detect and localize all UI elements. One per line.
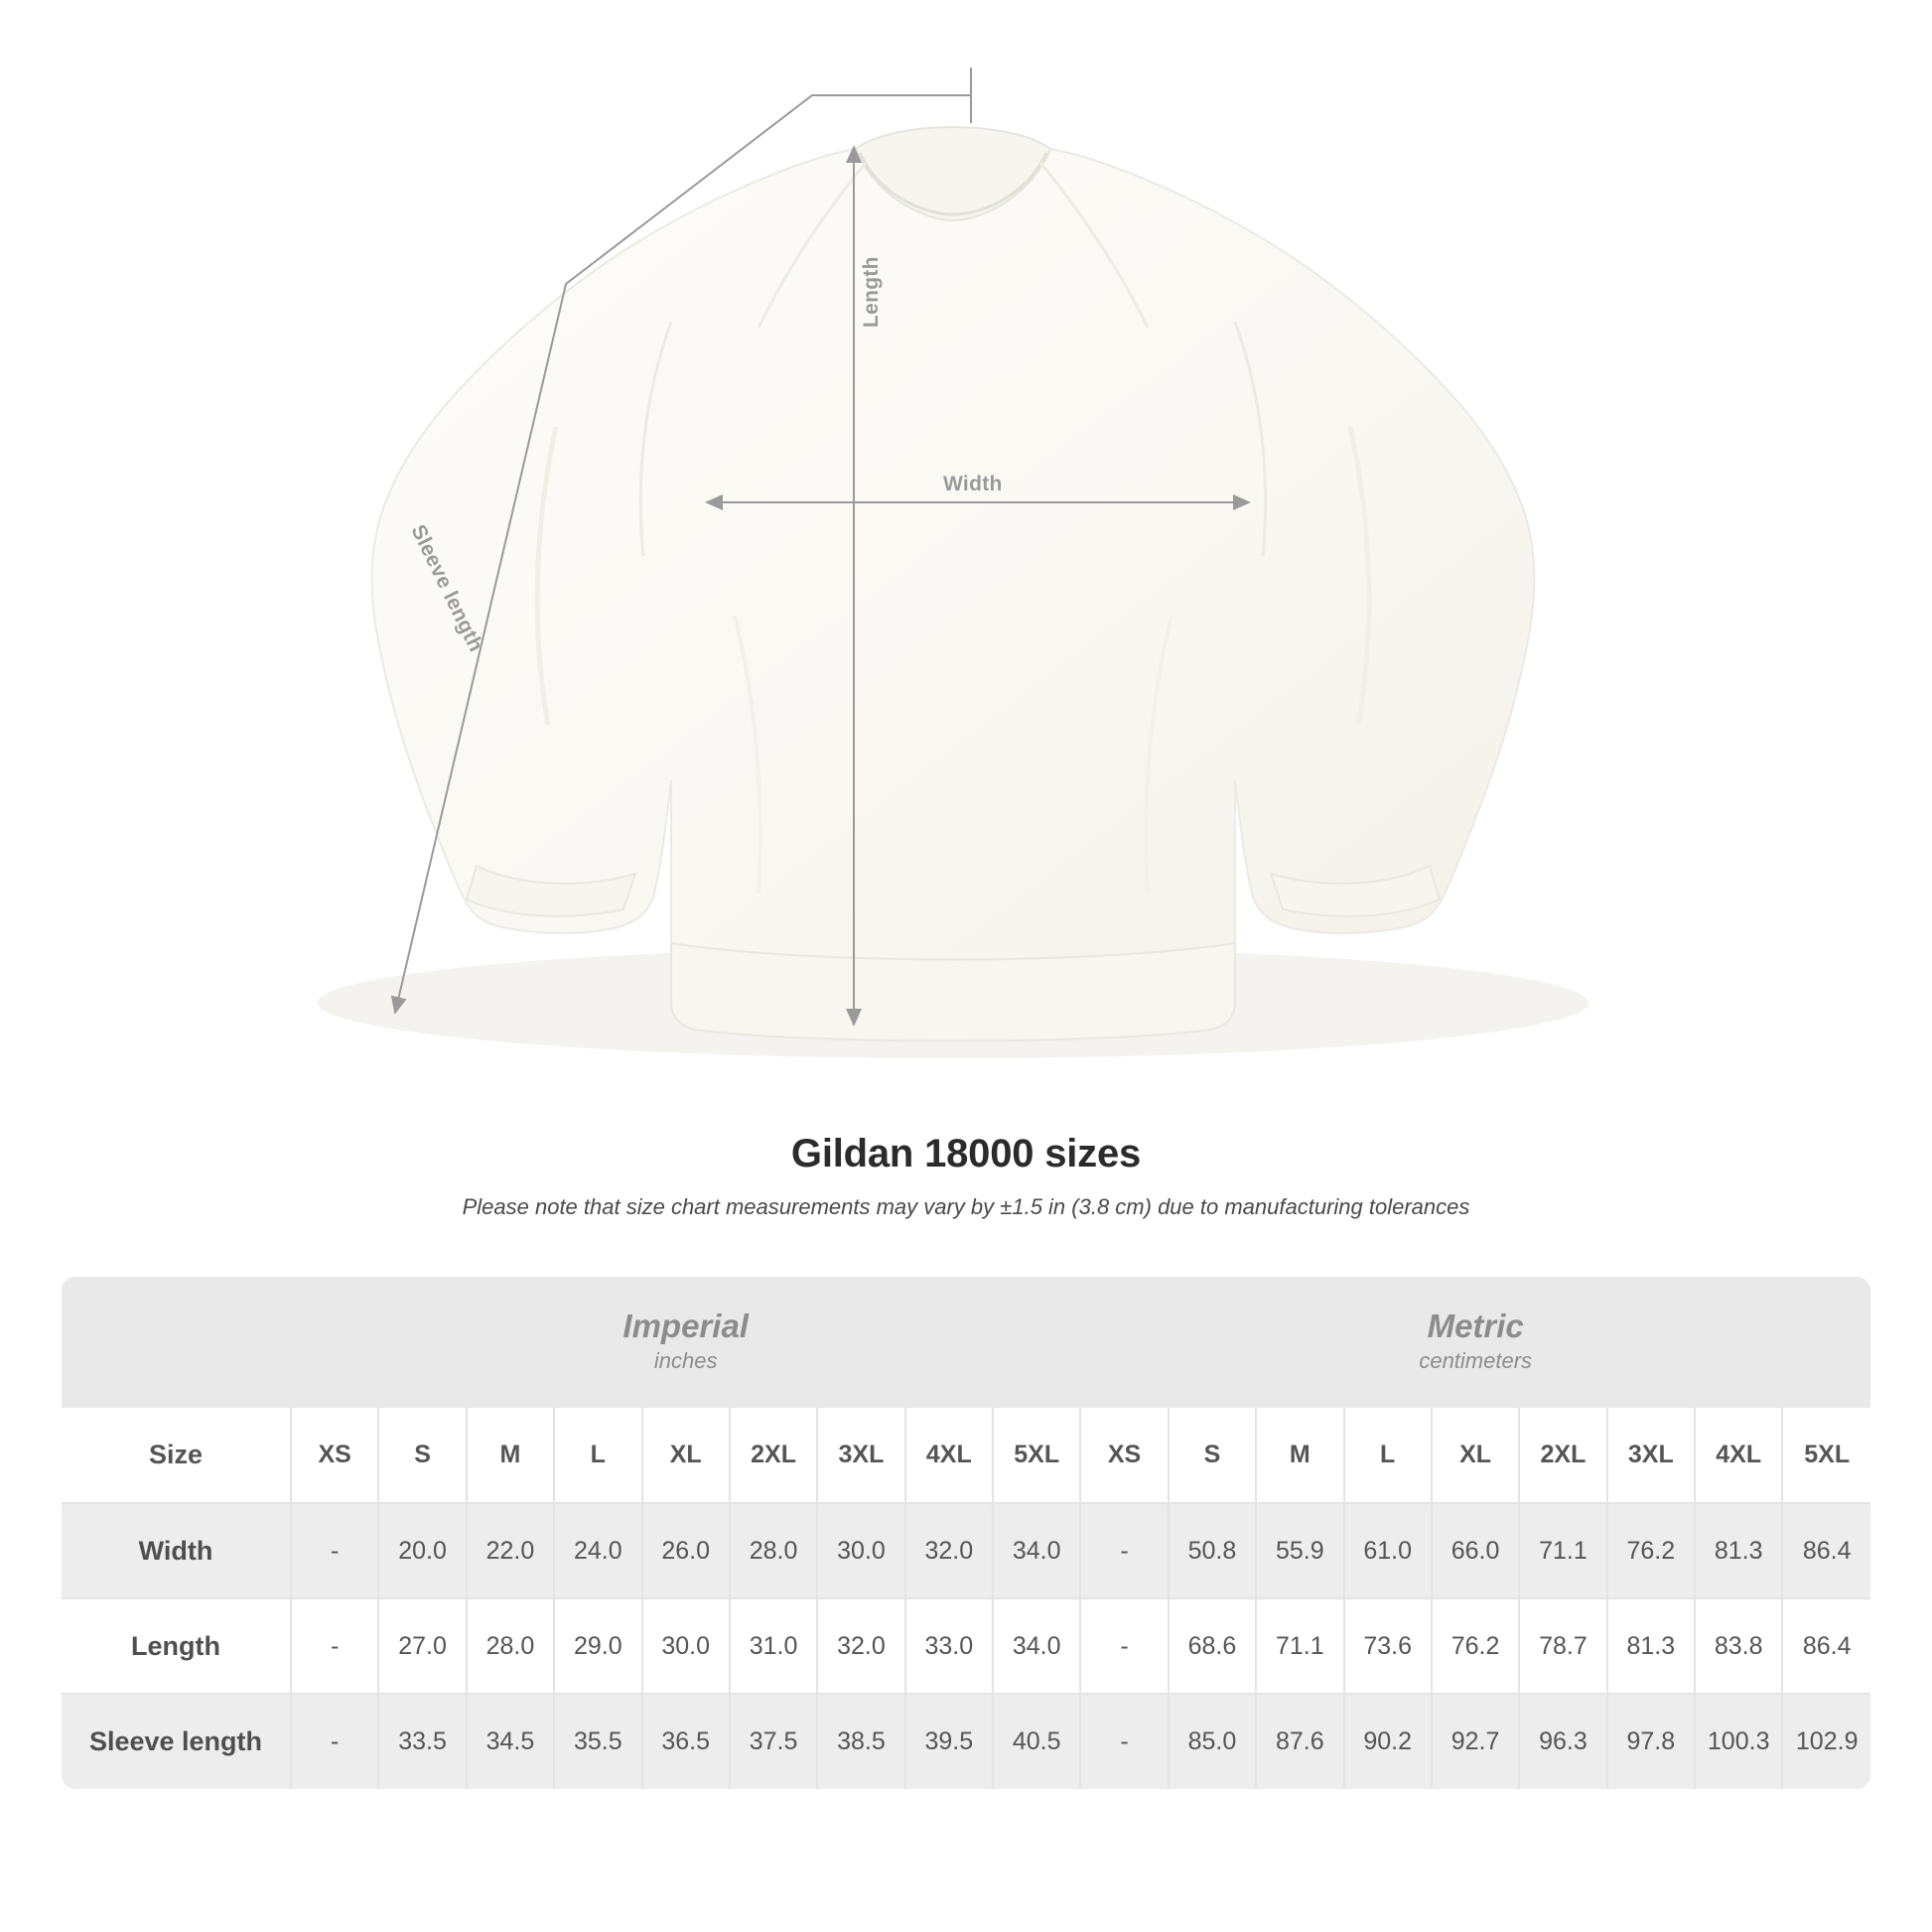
width-metric-5xl: 86.4 xyxy=(1782,1503,1870,1598)
width-imperial-3xl: 30.0 xyxy=(817,1503,904,1598)
width-metric-xl: 66.0 xyxy=(1432,1503,1519,1598)
width-imperial-xl: 26.0 xyxy=(642,1503,730,1598)
length-metric-4xl: 83.8 xyxy=(1695,1598,1782,1694)
unit-group-imperial-sub: inches xyxy=(653,1348,718,1374)
length-metric-s: 68.6 xyxy=(1169,1598,1256,1694)
width-imperial-2xl: 28.0 xyxy=(730,1503,817,1598)
length-metric-2xl: 78.7 xyxy=(1519,1598,1606,1694)
sleeve-imperial-s: 33.5 xyxy=(378,1694,466,1789)
sleeve-imperial-m: 34.5 xyxy=(467,1694,554,1789)
unit-group-metric-sub: centimeters xyxy=(1419,1348,1533,1374)
sleeve-metric-l: 90.2 xyxy=(1344,1694,1432,1789)
header-metric-m: M xyxy=(1256,1408,1343,1503)
unit-group-imperial-title: Imperial xyxy=(622,1307,749,1344)
sleeve-imperial-2xl: 37.5 xyxy=(730,1694,817,1789)
unit-group-metric xyxy=(1080,1277,1870,1408)
length-metric-m: 71.1 xyxy=(1256,1598,1343,1694)
length-imperial-m: 28.0 xyxy=(467,1598,554,1694)
size-table xyxy=(62,1277,1870,1789)
tolerance-note: Please note that size chart measurements may vary by ±1.5 in (3.8 cm) due to manufacturing tolerances xyxy=(462,1194,1470,1219)
header-metric-5xl: 5XL xyxy=(1782,1408,1870,1503)
title-block xyxy=(0,1132,1932,1220)
header-imperial-m: M xyxy=(467,1408,554,1503)
header-metric-xl: XL xyxy=(1432,1408,1519,1503)
table-row-width xyxy=(62,1503,1870,1598)
length-metric-xl: 76.2 xyxy=(1432,1598,1519,1694)
sleeve-imperial-3xl: 38.5 xyxy=(817,1694,904,1789)
length-imperial-xl: 30.0 xyxy=(642,1598,730,1694)
sleeve-imperial-4xl: 39.5 xyxy=(905,1694,993,1789)
sleeve-imperial-xs: - xyxy=(291,1694,378,1789)
size-table-wrapper xyxy=(62,1277,1870,1789)
width-imperial-4xl: 32.0 xyxy=(905,1503,993,1598)
header-imperial-2xl: 2XL xyxy=(730,1408,817,1503)
width-metric-l: 61.0 xyxy=(1344,1503,1432,1598)
row-label-sleeve-length: Sleeve length xyxy=(62,1694,291,1789)
sleeve-metric-s: 85.0 xyxy=(1169,1694,1256,1789)
header-imperial-xl: XL xyxy=(642,1408,730,1503)
header-metric-4xl: 4XL xyxy=(1695,1408,1782,1503)
size-header-row xyxy=(62,1408,1870,1503)
table-row-sleeve-length xyxy=(62,1694,1870,1789)
sleeve-metric-2xl: 96.3 xyxy=(1519,1694,1606,1789)
header-metric-s: S xyxy=(1169,1408,1256,1503)
length-metric-5xl: 86.4 xyxy=(1782,1598,1870,1694)
page-title: Gildan 18000 sizes xyxy=(790,1132,1142,1175)
header-metric-l: L xyxy=(1344,1408,1432,1503)
width-metric-3xl: 76.2 xyxy=(1607,1503,1695,1598)
sleeve-metric-xl: 92.7 xyxy=(1432,1694,1519,1789)
width-imperial-l: 24.0 xyxy=(554,1503,641,1598)
row-label-length: Length xyxy=(62,1598,291,1694)
width-metric-m: 55.9 xyxy=(1256,1503,1343,1598)
header-imperial-3xl: 3XL xyxy=(817,1408,904,1503)
sleeve-imperial-l: 35.5 xyxy=(554,1694,641,1789)
length-dimension-label: Length xyxy=(860,256,883,328)
sleeve-metric-3xl: 97.8 xyxy=(1607,1694,1695,1789)
table-row-length xyxy=(62,1598,1870,1694)
sweatshirt-body xyxy=(372,127,1535,1041)
length-imperial-s: 27.0 xyxy=(378,1598,466,1694)
width-imperial-m: 22.0 xyxy=(467,1503,554,1598)
unit-group-imperial xyxy=(291,1277,1080,1408)
length-metric-3xl: 81.3 xyxy=(1607,1598,1695,1694)
sleeve-length-dimension-label: Sleeve length xyxy=(406,521,488,656)
header-imperial-5xl: 5XL xyxy=(993,1408,1080,1503)
header-imperial-l: L xyxy=(554,1408,641,1503)
width-imperial-s: 20.0 xyxy=(378,1503,466,1598)
sleeve-metric-xs: - xyxy=(1080,1694,1168,1789)
header-metric-2xl: 2XL xyxy=(1519,1408,1606,1503)
width-imperial-xs: - xyxy=(291,1503,378,1598)
length-imperial-4xl: 33.0 xyxy=(905,1598,993,1694)
header-metric-3xl: 3XL xyxy=(1607,1408,1695,1503)
header-size-label: Size xyxy=(62,1408,291,1503)
length-metric-xs: - xyxy=(1080,1598,1168,1694)
sleeve-metric-m: 87.6 xyxy=(1256,1694,1343,1789)
sleeve-metric-4xl: 100.3 xyxy=(1695,1694,1782,1789)
length-metric-l: 73.6 xyxy=(1344,1598,1432,1694)
header-imperial-4xl: 4XL xyxy=(905,1408,993,1503)
unit-group-metric-title: Metric xyxy=(1427,1307,1524,1344)
row-label-width: Width xyxy=(62,1503,291,1598)
header-imperial-s: S xyxy=(378,1408,466,1503)
unit-header-spacer xyxy=(62,1277,291,1408)
length-imperial-2xl: 31.0 xyxy=(730,1598,817,1694)
unit-group-header-row xyxy=(62,1277,1870,1408)
width-dimension-label: Width xyxy=(943,473,1003,495)
length-imperial-3xl: 32.0 xyxy=(817,1598,904,1694)
header-imperial-xs: XS xyxy=(291,1408,378,1503)
width-imperial-5xl: 34.0 xyxy=(993,1503,1080,1598)
sleeve-imperial-5xl: 40.5 xyxy=(993,1694,1080,1789)
width-metric-xs: - xyxy=(1080,1503,1168,1598)
width-metric-4xl: 81.3 xyxy=(1695,1503,1782,1598)
width-metric-2xl: 71.1 xyxy=(1519,1503,1606,1598)
length-imperial-5xl: 34.0 xyxy=(993,1598,1080,1694)
length-imperial-l: 29.0 xyxy=(554,1598,641,1694)
sleeve-imperial-xl: 36.5 xyxy=(642,1694,730,1789)
sleeve-metric-5xl: 102.9 xyxy=(1782,1694,1870,1789)
length-imperial-xs: - xyxy=(291,1598,378,1694)
header-metric-xs: XS xyxy=(1080,1408,1168,1503)
width-metric-s: 50.8 xyxy=(1169,1503,1256,1598)
